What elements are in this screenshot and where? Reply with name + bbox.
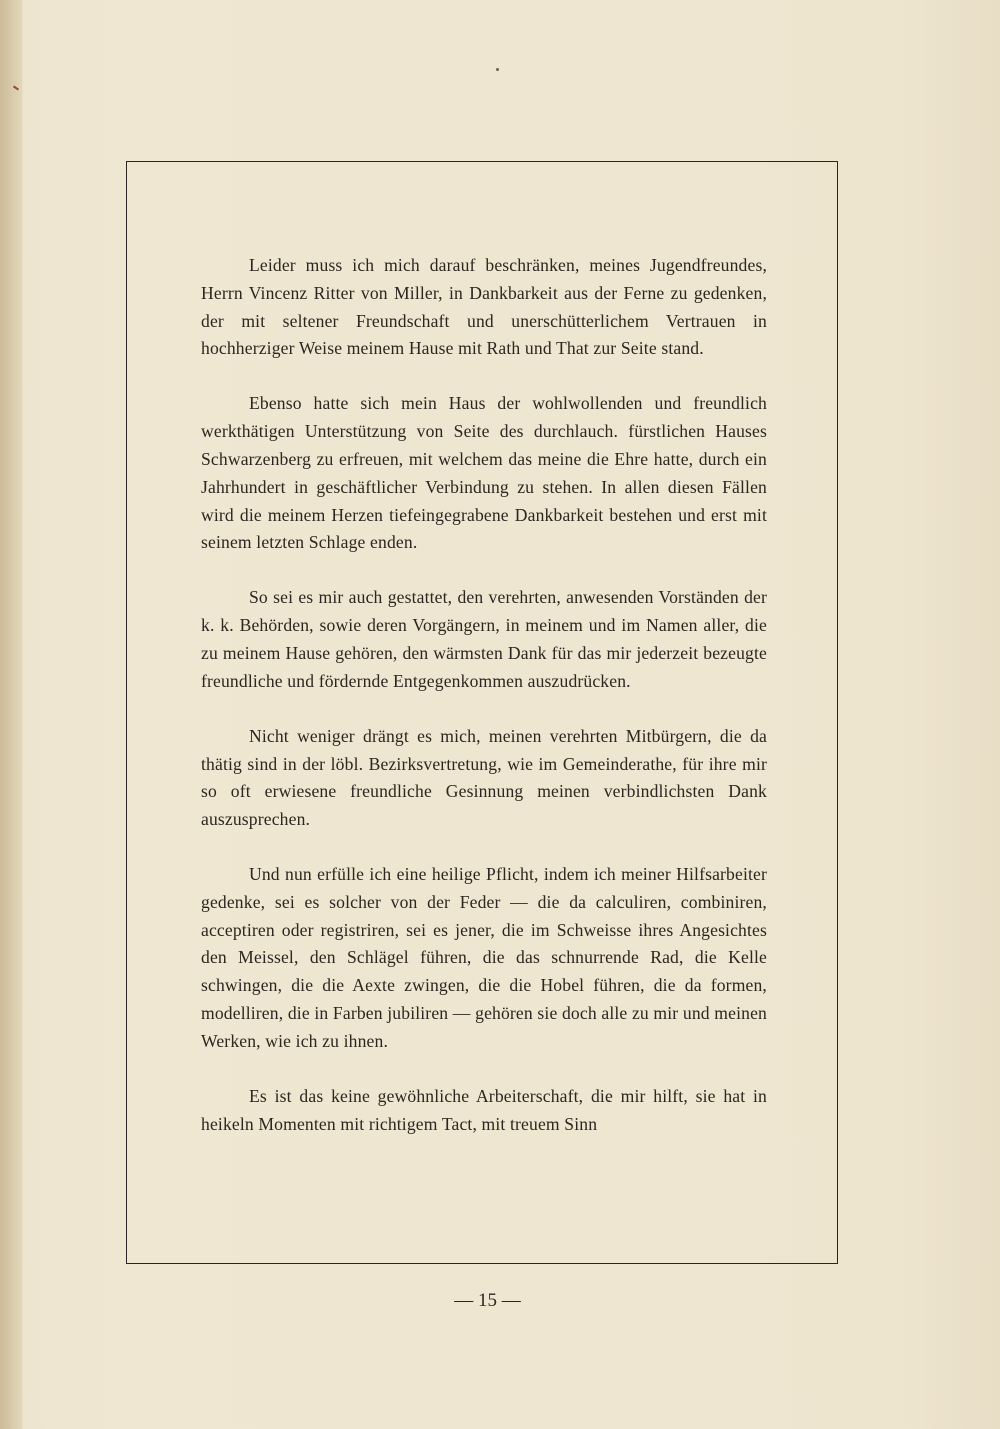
- body-text: [201, 252, 767, 1166]
- paragraph: So sei es mir auch gestattet, den verehrten, anwesenden Vorständen der k. k. Behörden, sowie deren Vorgängern, in meinem und im Namen aller, die zu meinem Hause gehören, den wärmsten Dank für das mir jederzeit bezeugte freundliche und fördernde Entgegenkommen auszudrücken.: [201, 587, 767, 691]
- page-gutter: [0, 0, 22, 1429]
- paper-speck: [496, 68, 499, 71]
- page-number: — 15 —: [454, 1290, 521, 1311]
- paragraph: Nicht weniger drängt es mich, meinen verehrten Mitbürgern, die da thätig sind in der löbl. Bezirksvertretung, wie im Gemeinderathe, für ihre mir so oft erwiesene freundliche Gesinnung meinen verbindlichsten Dank auszusprechen.: [201, 725, 767, 830]
- paragraph: Ebenso hatte sich mein Haus der wohlwollenden und freundlich werkthätigen Unterstützung von Seite des durchlauch. fürstlichen Hauses Schwarzenberg zu erfreuen, mit welchem das meine die Ehre hatte, durch ein Jahrhundert in geschäftlicher Verbindung zu stehen. In allen diesen Fällen wird die meinem Herzen tiefeingegrabene Dankbarkeit bestehen und erst mit seinem letzten Schlage enden.: [201, 393, 767, 553]
- paragraph: Es ist das keine gewöhnliche Arbeiterschaft, die mir hilft, sie hat in heikeln Momenten mit richtigem Tact, mit treuem Sinn: [201, 1085, 767, 1134]
- paragraph: Und nun erfülle ich eine heilige Pflicht, indem ich meiner Hilfsarbeiter gedenke, sei es solcher von der Feder — die da calculiren, combiniren, acceptiren oder registriren, sei es jener, die im Schweisse ihres Angesichtes den Meissel, den Schlägel führen, die das schnurrende Rad, die Kelle schwingen, die die Aexte zwingen, die die Hobel führen, die da formen, modelliren, die in Farben jubiliren — gehören sie doch alle zu mir und meinen Werken, wie ich zu ihnen.: [201, 864, 767, 1051]
- paragraph: Leider muss ich mich darauf beschränken, meines Jugendfreundes, Herrn Vincenz Ritter von Miller, in Dankbarkeit aus der Ferne zu gedenken, der mit seltener Freundschaft und unerschütterlichem Vertrauen in hochherziger Weise meinem Hause mit Rath und That zur Seite stand.: [201, 255, 767, 359]
